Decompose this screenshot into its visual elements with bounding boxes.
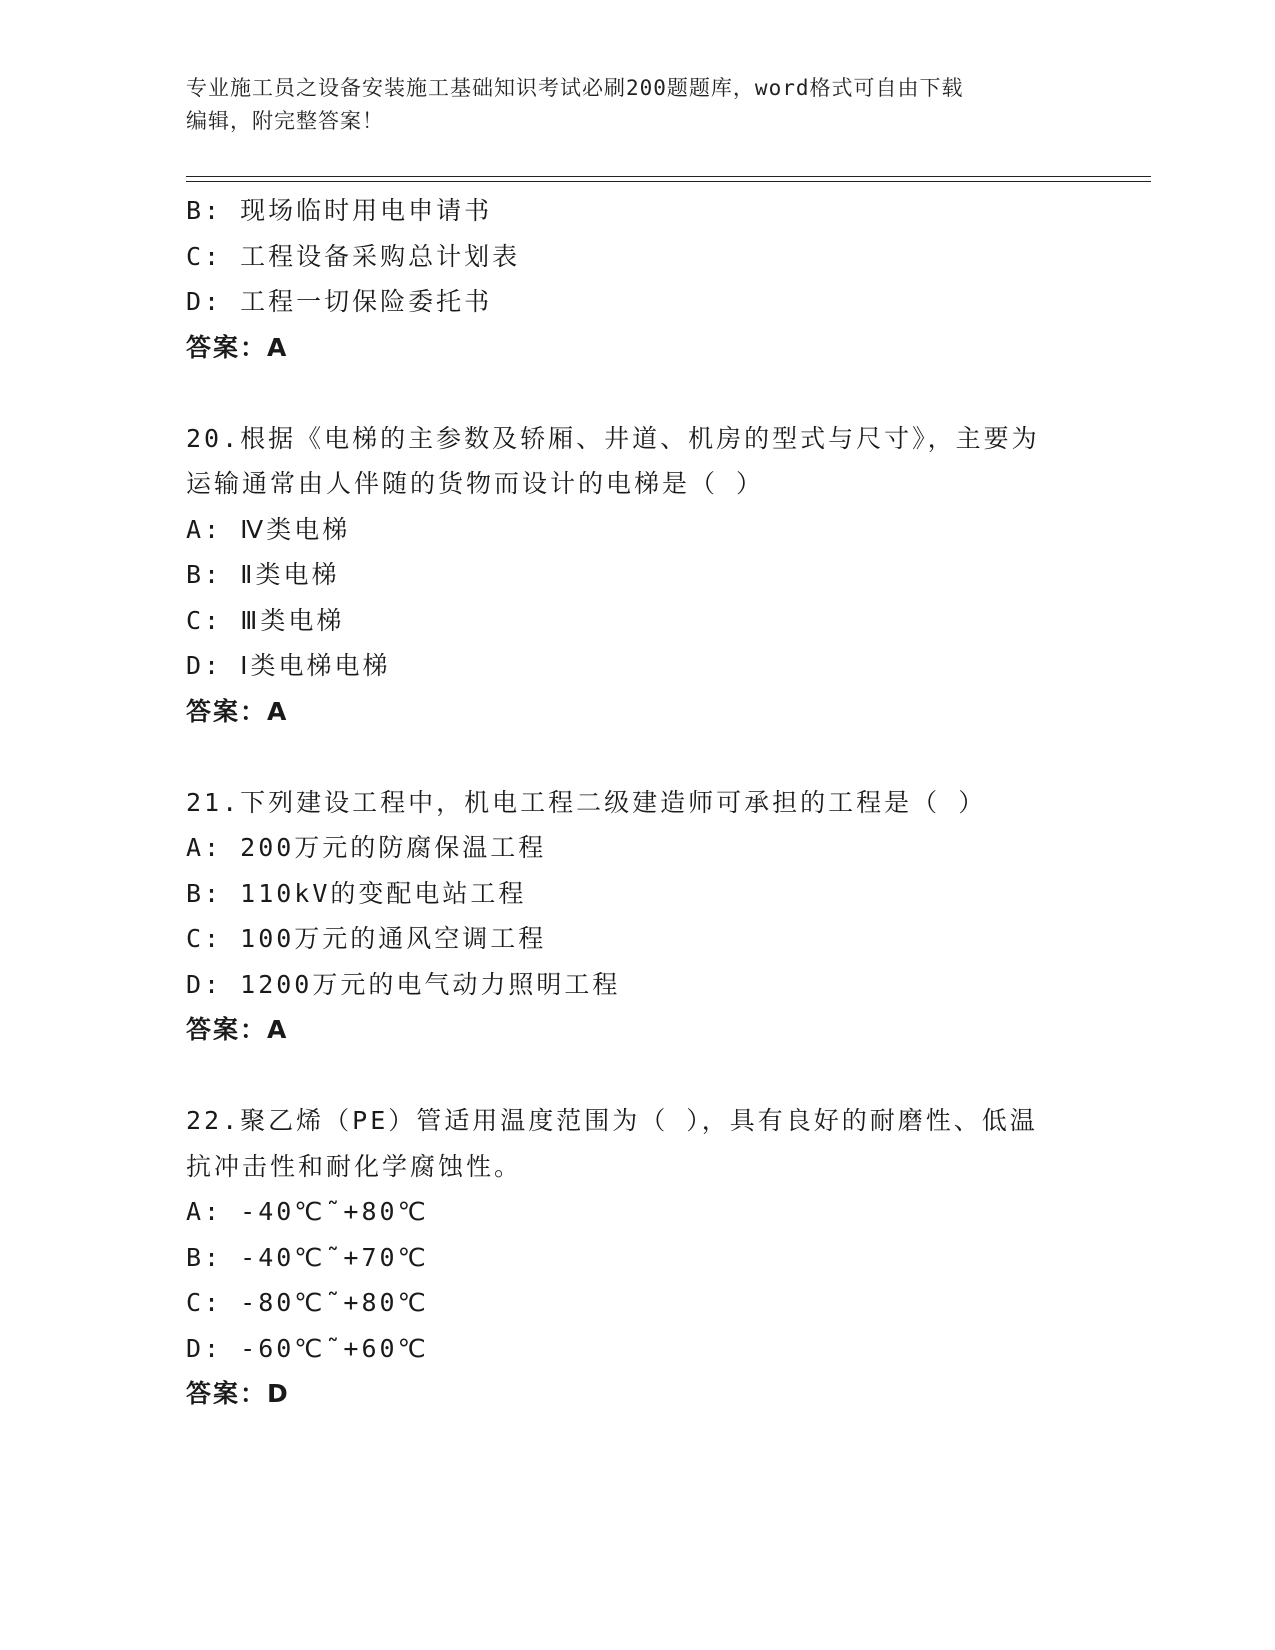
question-stem-line1: 20.根据《电梯的主参数及轿厢、井道、机房的型式与尺寸》，主要为 bbox=[186, 423, 1040, 453]
option-d: D: Ⅰ类电梯电梯 bbox=[186, 651, 391, 680]
header-divider-top bbox=[186, 176, 1151, 177]
option-a: A: 200万元的防腐保温工程 bbox=[186, 833, 547, 862]
question-19-continued bbox=[186, 188, 1086, 370]
answer-line: 答案：A bbox=[186, 696, 289, 726]
option-a: A: -40℃˜+80℃ bbox=[186, 1197, 429, 1226]
answer-line: 答案：A bbox=[186, 1015, 289, 1044]
option-c: C: 工程设备采购总计划表 bbox=[186, 241, 521, 271]
option-a: A: Ⅳ类电梯 bbox=[186, 514, 351, 544]
option-c: C: -80℃˜+80℃ bbox=[186, 1288, 429, 1317]
spacer bbox=[186, 370, 1086, 416]
answer-line: 答案：D bbox=[186, 1379, 290, 1408]
answer-line: 答案：A bbox=[186, 332, 289, 362]
option-d: D: -60℃˜+60℃ bbox=[186, 1333, 429, 1363]
option-b: B: Ⅱ类电梯 bbox=[186, 560, 340, 589]
header-title-line1: 专业施工员之设备安装施工基础知识考试必刷200题题库，word格式可自由下载 bbox=[186, 76, 964, 100]
option-c: C: 100万元的通风空调工程 bbox=[186, 924, 547, 953]
option-d: D: 1200万元的电气动力照明工程 bbox=[186, 969, 621, 999]
question-21 bbox=[186, 780, 1086, 1053]
question-stem-line1: 21.下列建设工程中，机电工程二级建造师可承担的工程是（ ） bbox=[186, 787, 987, 817]
header-divider-bottom bbox=[186, 181, 1151, 182]
question-20 bbox=[186, 416, 1086, 735]
question-list bbox=[186, 188, 1086, 1417]
question-stem-line2: 抗冲击性和耐化学腐蚀性。 bbox=[186, 1151, 523, 1181]
option-d: D: 工程一切保险委托书 bbox=[186, 287, 493, 316]
question-22 bbox=[186, 1098, 1086, 1417]
question-stem-line2: 运输通常由人伴随的货物而设计的电梯是（ ） bbox=[186, 469, 765, 498]
option-c: C: Ⅲ类电梯 bbox=[186, 605, 345, 635]
option-b: B: 110kV的变配电站工程 bbox=[186, 878, 527, 908]
option-b: B: 现场临时用电申请书 bbox=[186, 196, 493, 225]
question-stem-line1: 22.聚乙烯（PE）管适用温度范围为（ ），具有良好的耐磨性、低温 bbox=[186, 1106, 1038, 1135]
spacer bbox=[186, 734, 1086, 780]
document-header bbox=[186, 72, 1066, 138]
header-title-line2: 编辑，附完整答案！ bbox=[186, 109, 384, 133]
option-b: B: -40℃˜+70℃ bbox=[186, 1242, 429, 1272]
spacer bbox=[186, 1053, 1086, 1099]
